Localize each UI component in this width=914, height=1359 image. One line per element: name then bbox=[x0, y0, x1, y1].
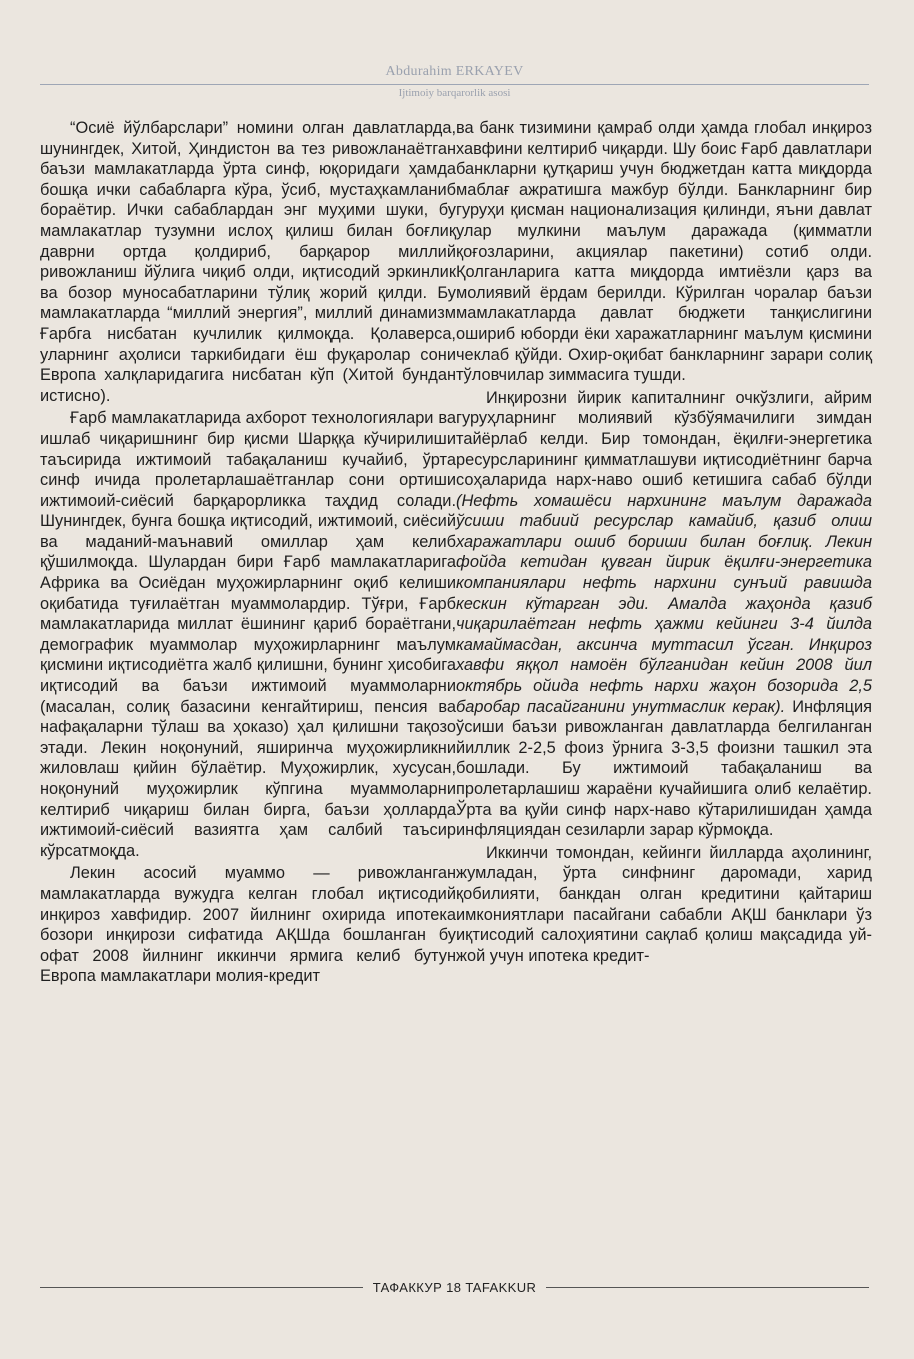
italic-aside: (Нефть хомашёси нархининг маълум даражада ўсиши табиий ресурслар камайиб, қазиб олиш харажатлари ошиб бориши билан боғлиқ. Лекин фойда кетидан қувган йирик ёқилғи-энергетика компаниялари нефть нархини сунъий равишда кескин кўтарган эди. Амалда жаҳонда қазиб чиқарилаётган нефть ҳажми кейинги 3-4 йилда камаймасдан, аксинча муттасил ўсган. Инқироз хавфи яққол намоён бўлганидан кейин 2008 йил октябрь ойида нефть нархи жаҳон бозорида 2,5 баробар пасайганини унутмаслик керак). bbox=[456, 491, 872, 716]
paragraph: ва банк тизимини қамраб олди ҳамда глобал инқироз хавфини келтириб чиқарди. Шу боис Ғарб давлатлари банкларни қутқариш учун бюджетдан катта миқдорда маблағ ажратишга мажбур бўлди. Банкларнинг бир гуруҳи қисман национализация қилинди, яъни давлат улар мулкини маълум даражада (қимматли қоғозларини, акциялар пакетини) сотиб олди. Қолганларига катта миқдорда имтиёзли қарз ва молиявий ёрдам берилди. Кўрилган чоралар баъзи мамлакатларда давлат бюджети танқислигини ошириб юборди ёки харажатларнинг маълум қисмини чеклаб қўйди. Охир-оқибат банкларнинг зарари солиқ тўловчилар зиммасига тушди. bbox=[456, 119, 872, 385]
paragraph: “Осиё йўлбарслари” номини олган давлатларда, шунингдек, Хитой, Ҳиндистон ва тез ривожланаётган баъзи мамлакатларда ўрта синф, юқоридаги ҳамда бошқа ички сабабларга кўра, ўсиб, мустаҳкамланиб бораётир. Ички сабаблардан энг муҳими шуки, бу мамлакатлар тузумни ислоҳ қилиш билан боғлиқ даврни ортда қолдириб, барқарор миллий ривожланиш йўлига чиқиб олди, иқтисодий эркинлик ва бозор муносабатларини тўлиқ жорий қилди. Бу мамлакатларда “миллий энергия”, миллий динамизм Ғарбга нисбатан кучлилик қилмоқда. Қолаверса, уларнинг аҳолиси таркибидаги ёш фуқаролар сони Европа халқларидагига нисбатан кўп (Хитой бундан истисно). bbox=[40, 119, 456, 405]
header-divider bbox=[40, 84, 869, 85]
footer-rule-left bbox=[40, 1287, 363, 1288]
paragraph: Ғарб мамлакатларида ахборот технологиялари ва ишлаб чиқаришнинг бир қисми Шарққа кўчирилиши таъсирида ижтимоий табақаланиш кучайиб, ўрта синф ичида пролетарлашаётганлар сони ортиши ижтимоий-сиёсий барқарорликка таҳдид солади. Шунингдек, бунга бошқа иқтисодий, ижтимоий, сиёсий ва маданий-маънавий омиллар ҳам келиб қўшилмоқда. Шулардан бири Ғарб мамлакатларига Африка ва Осиёдан муҳожирларнинг оқиб келиши оқибатида туғилаётган муаммолардир. Тўғри, Ғарб мамлакатларида миллат ёшининг қариб бораётгани, демографик муаммолар муҳожирларнинг маълум қисмини иқтисодиётга жалб қилишни, бунинг ҳисобига иқтисодий ва баъзи ижтимоий муаммоларни (масалан, солиқ базасини кенгайтириш, пенсия ва нафақаларни тўлаш ва ҳоказо) ҳал қилишни тақозо этади. Лекин ноқонуний, яширинча муҳожирликни жиловлаш қийин бўлаётир. Муҳожирлик, хусусан, ноқонуний муҳожирлик кўпгина муаммоларни келтириб чиқариш билан бирга, баъзи ҳолларда ижтимоий-сиёсий вазиятга ҳам салбий таъсир кўрсатмоқда. bbox=[40, 409, 456, 860]
footer-rule-right bbox=[546, 1287, 869, 1288]
paragraph bbox=[456, 388, 872, 841]
paragraph: Лекин асосий муаммо — ривожланган мамлакатларда вужудга келган глобал иқтисодий инқироз хавфидир. 2007 йилнинг охирида ипотека бозори инқирози сифатида АҚШда бошланган бу офат 2008 йилнинг иккинчи ярмига келиб бутун Европа мамлакатлари молия-кредит bbox=[40, 864, 456, 986]
paragraph-text: Инфляция ўсиши баъзи ривожланган давлатларда белгиланган йиллик 2-2,5 фоиз ўрнига 3-3,5 фоизни ташкил эта бошлади. Бу ижтимоий табақаланиш ва пролетарлашиш жараёни кучайишига олиб келаётир. Ўрта ва қуйи синф нарх-наво кўтарилишидан ҳамда инфляциядан сезиларли зарар кўрмоқда. bbox=[456, 697, 873, 840]
right-column bbox=[456, 118, 872, 966]
article-subtitle: Ijtimoiy barqarorlik asosi bbox=[398, 87, 511, 99]
page-number: ТАФАККУР 18 TAFAKKUR bbox=[372, 1280, 537, 1295]
page-footer bbox=[40, 1280, 869, 1295]
paragraph-text: Инқирозни йирик капиталнинг очкўзлиги, айрим гуруҳларнинг молиявий кўзбўямачилиги зимдан тайёрлаб келди. Бир томондан, ёқилғи-энергетика ресурсларининг қимматлашуви иқтисодиётнинг барча соҳаларида нарх-наво ошиб кетишига сабаб бўлди bbox=[456, 388, 872, 490]
paragraph: Иккинчи томондан, кейинги йилларда аҳолининг, жумладан, ўрта синфнинг даромади, харид қобилияти, банкдан олган кредитини қайтариш имкониятлари пасайгани сабабли АҚШ банклари ўз иқтисодий салоҳиятини сақлаб қолиш мақсадида уй-жой учун ипотека кредит- bbox=[456, 843, 872, 965]
author-name: Abdurahim ERKAYEV bbox=[385, 64, 524, 79]
page-header bbox=[40, 64, 869, 99]
left-column bbox=[40, 118, 456, 987]
